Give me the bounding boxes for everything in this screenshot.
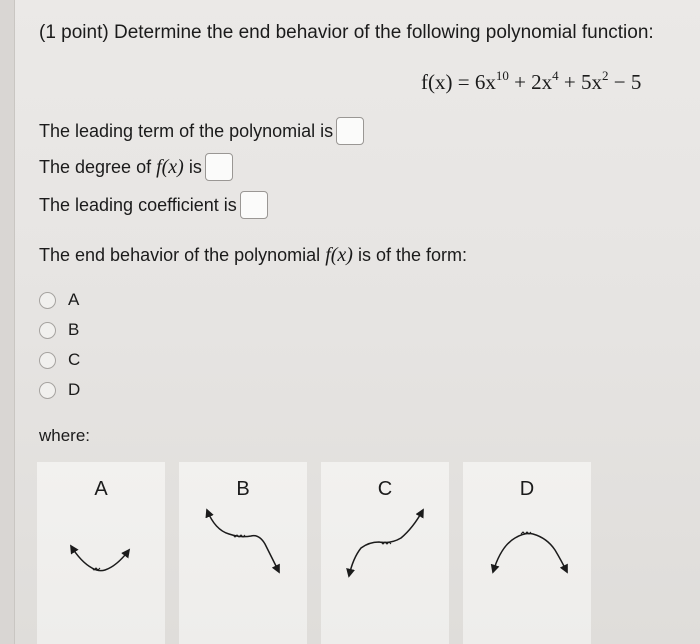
end-behavior-prompt: The end behavior of the polynomial f(x) is of the form:: [39, 244, 467, 266]
leading-coefficient-row: [39, 191, 268, 219]
question-page: [14, 0, 700, 644]
leading-coefficient-label: The leading coefficient is: [39, 194, 237, 215]
graph-a-label: A: [94, 478, 108, 500]
option-a-radio[interactable]: [39, 292, 56, 309]
option-d[interactable]: [39, 380, 80, 400]
leading-term-label: The leading term of the polynomial is: [39, 120, 334, 141]
degree-label: The degree of: [39, 156, 152, 177]
graph-panel-d: [463, 462, 591, 644]
question-prompt: (1 point) Determine the end behavior of the following polynomial function:: [39, 22, 654, 43]
leading-coefficient-input[interactable]: [240, 191, 268, 219]
down-up-graph-icon: [321, 462, 449, 644]
option-d-radio[interactable]: [39, 382, 56, 399]
option-c-label: C: [68, 350, 81, 369]
option-b[interactable]: [39, 320, 79, 340]
up-up-graph-icon: [37, 462, 165, 644]
leading-term-input[interactable]: [336, 117, 364, 145]
polynomial-formula: $f(x) = 6x^{10} + 2x^4 + 5x^2 - 5$: [421, 68, 642, 94]
option-c-radio[interactable]: [39, 352, 56, 369]
graph-c-label: C: [377, 478, 393, 500]
graph-panel-c: [321, 462, 449, 644]
down-down-graph-icon: [463, 462, 591, 644]
graph-d-label: D: [519, 478, 535, 500]
option-a-label: A: [68, 290, 80, 309]
option-b-radio[interactable]: [39, 322, 56, 339]
option-b-label: B: [68, 320, 80, 339]
leading-term-row: [39, 117, 364, 145]
degree-input[interactable]: [205, 153, 233, 181]
graph-panel-b: [179, 462, 307, 644]
degree-label-math: f(x): [156, 155, 184, 178]
option-a[interactable]: [39, 290, 79, 310]
where-label: where:: [39, 426, 91, 445]
graph-panel-a: [37, 462, 165, 644]
degree-label-suffix: is: [188, 156, 202, 177]
up-down-graph-icon: [179, 462, 307, 644]
degree-row: [39, 153, 233, 181]
option-d-label: D: [68, 380, 81, 399]
option-c[interactable]: [39, 350, 80, 370]
graph-b-label: B: [236, 478, 250, 500]
